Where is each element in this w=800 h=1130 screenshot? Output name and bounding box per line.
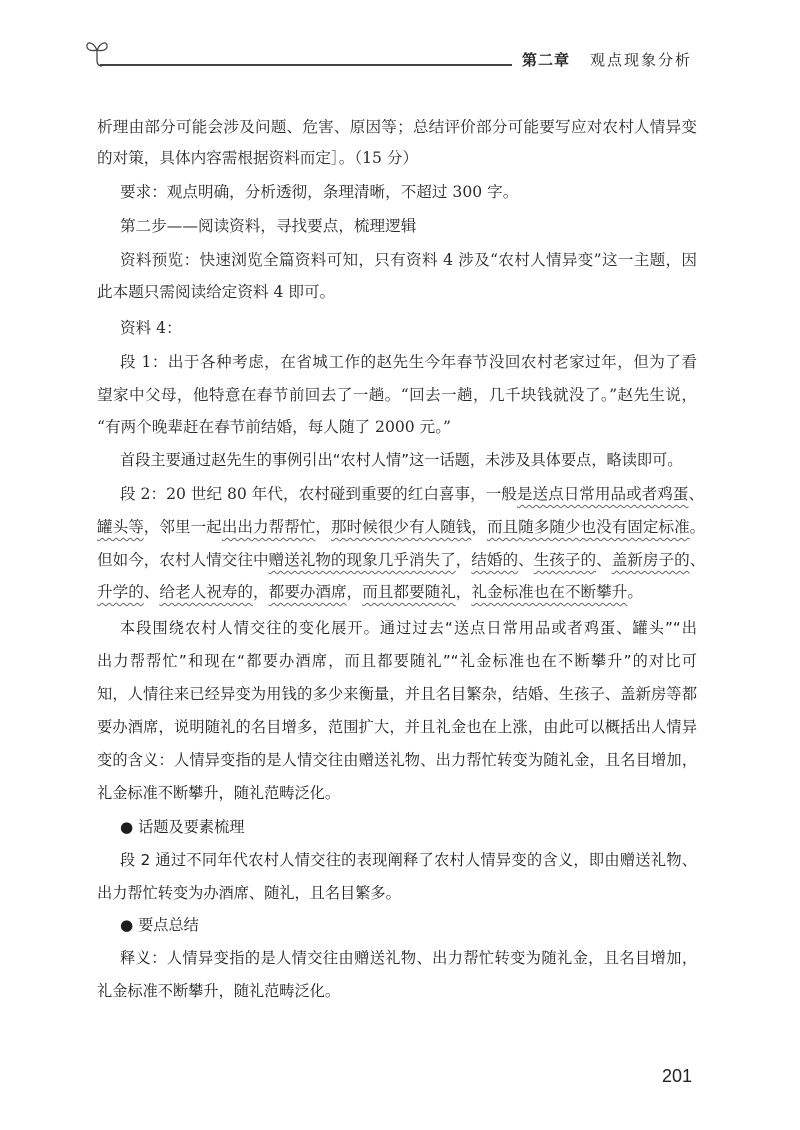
text-line [97, 946, 697, 970]
text-segment: ， [346, 583, 363, 601]
text-line [97, 548, 706, 572]
text-segment: 、 [596, 551, 612, 569]
text-line [97, 146, 697, 170]
text-segment: 但如今，农村人情交往中 [97, 551, 269, 569]
text-line [97, 482, 705, 506]
text-segment: 此本题只需阅读给定资料 4 即可。 [97, 283, 336, 301]
underlined-phrase: 给老人祝寿的 [159, 583, 253, 601]
text-line [97, 415, 697, 439]
underlined-phrase: 出出力帮帮忙 [221, 518, 316, 536]
text-line [97, 350, 697, 374]
text-segment: 。 [627, 583, 643, 601]
text-segment: 段 1：出于各种考虑，在省城工作的赵先生今年春节没回农村老家过年，但为了看 [120, 353, 697, 371]
underlined-phrase: 盖新房子的 [611, 551, 690, 569]
chapter-title: 观点现象分析 [590, 51, 693, 69]
text-line [97, 580, 697, 604]
text-line [97, 815, 697, 839]
text-segment: 、 [518, 551, 534, 569]
text-line [97, 748, 697, 772]
text-segment: 资料预览：快速浏览全篇资料可知，只有资料 4 涉及“农村人情异变”这一主题，因 [120, 251, 697, 269]
text-segment: 段 2：20 世纪 80 年代，农村碰到重要的红白喜事，一般 [120, 485, 517, 503]
text-segment: 变的含义：人情异变指的是人情交往由赠送礼物、出力帮忙转变为随礼金，且名目增加， [97, 751, 697, 769]
text-line [97, 115, 697, 139]
text-line [97, 649, 697, 673]
text-segment: 。 [689, 518, 706, 536]
underlined-phrase: 罐头等 [97, 518, 144, 536]
text-segment: 礼金标准不断攀升，随礼范畴泛化。 [97, 982, 340, 1000]
text-segment: 望家中父母，他特意在春节前回去了一趟。“回去一趟，几千块钱就没了。”赵先生说， [97, 386, 697, 404]
text-segment: ， [252, 583, 269, 601]
underlined-phrase: 升学的 [97, 583, 144, 601]
text-segment: 礼金标准不断攀升，随礼范畴泛化。 [97, 784, 340, 802]
text-line [97, 316, 697, 340]
text-line [97, 448, 697, 472]
header-rule [100, 64, 512, 66]
underlined-phrase: 赠送礼物的现象几乎消失了 [268, 551, 456, 569]
underlined-phrase: 那时候很少有人随钱 [330, 518, 472, 536]
text-segment: 要求：观点明确，分析透彻，条理清晰，不超过 300 字。 [120, 183, 519, 201]
text-segment: ， [455, 583, 472, 601]
text-line [97, 781, 697, 805]
underlined-phrase: 都要办酒席 [268, 583, 347, 601]
underlined-phrase: 而且随多随少也没有固定标准 [486, 518, 690, 536]
text-line [97, 715, 697, 739]
text-segment: 首段主要通过赵先生的事例引出“农村人情”这一话题，未涉及具体要点，略读即可。 [120, 451, 683, 469]
text-line [97, 881, 697, 905]
underlined-phrase: 生孩子的 [533, 551, 597, 569]
text-segment: 知，人情往来已经异变为用钱的多少来衡量，并且名目繁杂，结婚、生孩子、盖新房等都 [97, 685, 697, 703]
text-segment: 、 [689, 551, 706, 569]
text-segment: 、 [688, 485, 705, 503]
text-segment: “有两个晚辈赶在春节前结婚，每人随了 2000 元。” [97, 418, 452, 436]
text-segment: ， [471, 518, 487, 536]
text-segment: 析理由部分可能会涉及问题、危害、原因等；总结评价部分可能要写应对农村人情异变 [97, 118, 697, 136]
text-segment: 释义：人情异变指的是人情交往由赠送礼物、出力帮忙转变为随礼金，且名目增加， [120, 949, 697, 967]
text-segment: 出力帮忙转变为办酒席、随礼，且名目繁多。 [97, 884, 401, 902]
text-line [97, 979, 697, 1003]
text-line [97, 214, 697, 238]
text-segment: 出力帮帮忙”和现在“都要办酒席，而且都要随礼”“礼金标准也在不断攀升”的对比可 [97, 652, 697, 670]
text-line [97, 515, 706, 539]
text-line [97, 280, 697, 304]
underlined-phrase: 结婚的 [471, 551, 519, 569]
text-segment: 本段围绕农村人情交往的变化展开。通过过去“送点日常用品或者鸡蛋、罐头”“出 [120, 619, 697, 637]
text-line [97, 913, 697, 937]
underlined-phrase: 是送点日常用品或者鸡蛋 [516, 485, 689, 503]
text-line [97, 848, 697, 872]
text-line [97, 616, 697, 640]
text-line [97, 180, 697, 204]
text-segment: ● 话题及要素梳理 [120, 818, 245, 836]
text-line [97, 682, 697, 706]
text-segment: ，邻里一起 [143, 518, 222, 536]
text-segment: 的对策，具体内容需根据资料而定］。（15 分） [97, 149, 419, 167]
text-segment: 段 2 通过不同年代农村人情交往的表现阐释了农村人情异变的含义，即由赠送礼物、 [120, 851, 697, 869]
text-segment: 、 [143, 583, 160, 601]
underlined-phrase: 礼金标准也在不断攀升 [471, 583, 628, 601]
underlined-phrase: 而且都要随礼 [362, 583, 456, 601]
text-segment: 资料 4： [120, 319, 182, 337]
chapter-label: 第二章 [522, 51, 571, 69]
page-number: 201 [662, 1066, 693, 1086]
text-segment: 第二步——阅读资料，寻找要点，梳理逻辑 [120, 217, 417, 235]
text-line [97, 383, 697, 407]
text-segment: ， [455, 551, 472, 569]
text-segment: ， [315, 518, 331, 536]
text-segment: 要办酒席，说明随礼的名目增多，范围扩大，并且礼金也在上涨，由此可以概括出人情异 [97, 718, 697, 736]
text-line [97, 248, 697, 272]
text-segment: ● 要点总结 [120, 916, 199, 934]
